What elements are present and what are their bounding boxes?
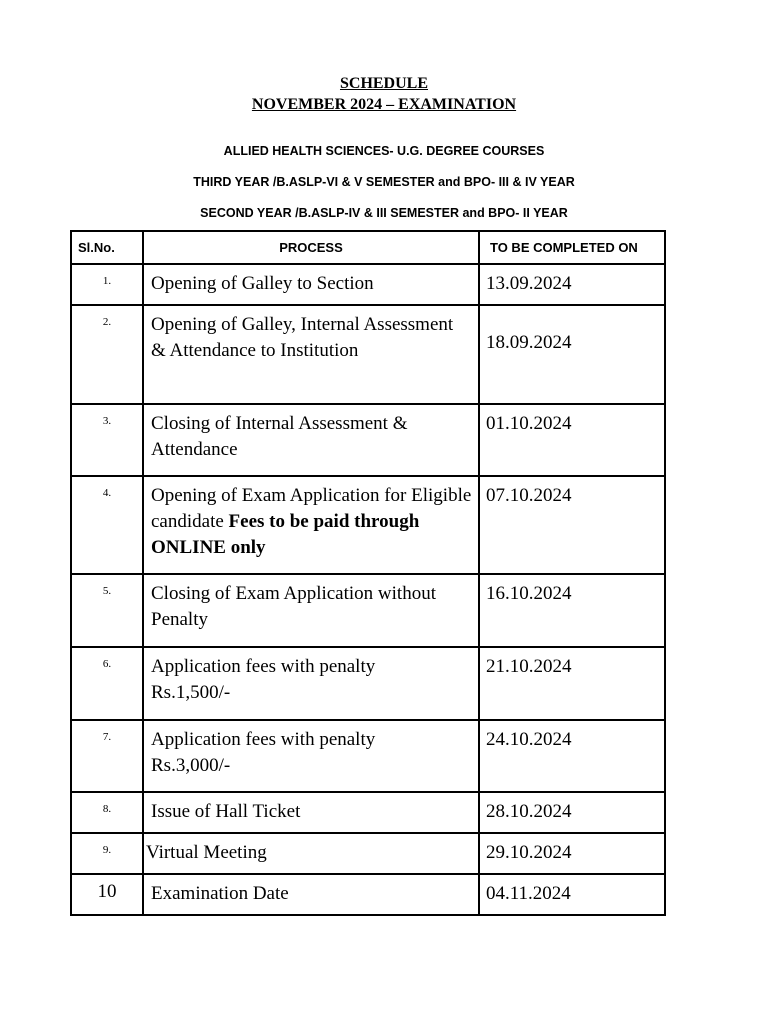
row-slno: 2. <box>71 305 143 404</box>
row-date: 01.10.2024 <box>479 404 665 476</box>
row-process: Closing of Exam Application without Penalty <box>143 574 479 647</box>
table-row <box>71 792 665 833</box>
row-date: 04.11.2024 <box>479 874 665 915</box>
row-slno: 10 <box>71 874 143 915</box>
row-process-bold-note: Fees to be paid through ONLINE only <box>151 511 420 558</box>
schedule-title: SCHEDULE <box>339 75 429 92</box>
course-heading: ALLIED HEALTH SCIENCES- U.G. DEGREE COURSES <box>223 144 545 158</box>
row-process: Application fees with penalty Rs.1,500/- <box>143 647 479 720</box>
column-header-process: PROCESS <box>143 231 479 264</box>
row-slno: 8. <box>71 792 143 833</box>
table-row <box>71 305 665 404</box>
second-year-heading: SECOND YEAR /B.ASLP-IV & III SEMESTER and BPO- II YEAR <box>200 206 568 220</box>
table-row <box>71 264 665 305</box>
row-process: Opening of Galley to Section <box>143 264 479 305</box>
exam-title: NOVEMBER 2024 – EXAMINATION <box>251 96 517 113</box>
third-year-heading: THIRD YEAR /B.ASLP-VI & V SEMESTER and BPO- III & IV YEAR <box>193 175 575 189</box>
row-date: 21.10.2024 <box>479 647 665 720</box>
table-row <box>71 874 665 915</box>
row-slno: 1. <box>71 264 143 305</box>
row-date: 24.10.2024 <box>479 720 665 792</box>
row-slno: 4. <box>71 476 143 574</box>
row-process: Virtual Meeting <box>143 833 479 874</box>
table-row <box>71 720 665 792</box>
row-process: Examination Date <box>143 874 479 915</box>
column-header-date: TO BE COMPLETED ON <box>479 231 665 264</box>
table-row <box>71 476 665 574</box>
row-date: 18.09.2024 <box>479 305 665 404</box>
row-process: Issue of Hall Ticket <box>143 792 479 833</box>
table-row <box>71 574 665 647</box>
row-slno: 3. <box>71 404 143 476</box>
table-header-row <box>71 231 665 264</box>
row-process: Application fees with penalty Rs.3,000/- <box>143 720 479 792</box>
row-slno: 9. <box>71 833 143 874</box>
row-date: 29.10.2024 <box>479 833 665 874</box>
column-header-slno: Sl.No. <box>71 231 143 264</box>
row-process: Opening of Galley, Internal Assessment & Attendance to Institution <box>143 305 479 404</box>
row-process <box>143 476 479 574</box>
row-process-text: Opening of Exam Application for Eligible candidate <box>151 485 472 532</box>
row-date: 07.10.2024 <box>479 476 665 574</box>
table-row <box>71 833 665 874</box>
row-date: 16.10.2024 <box>479 574 665 647</box>
row-slno: 7. <box>71 720 143 792</box>
schedule-table <box>70 230 666 916</box>
row-process: Closing of Internal Assessment & Attendance <box>143 404 479 476</box>
table-row <box>71 404 665 476</box>
row-slno: 5. <box>71 574 143 647</box>
row-date: 13.09.2024 <box>479 264 665 305</box>
table-row <box>71 647 665 720</box>
row-date: 28.10.2024 <box>479 792 665 833</box>
row-slno: 6. <box>71 647 143 720</box>
